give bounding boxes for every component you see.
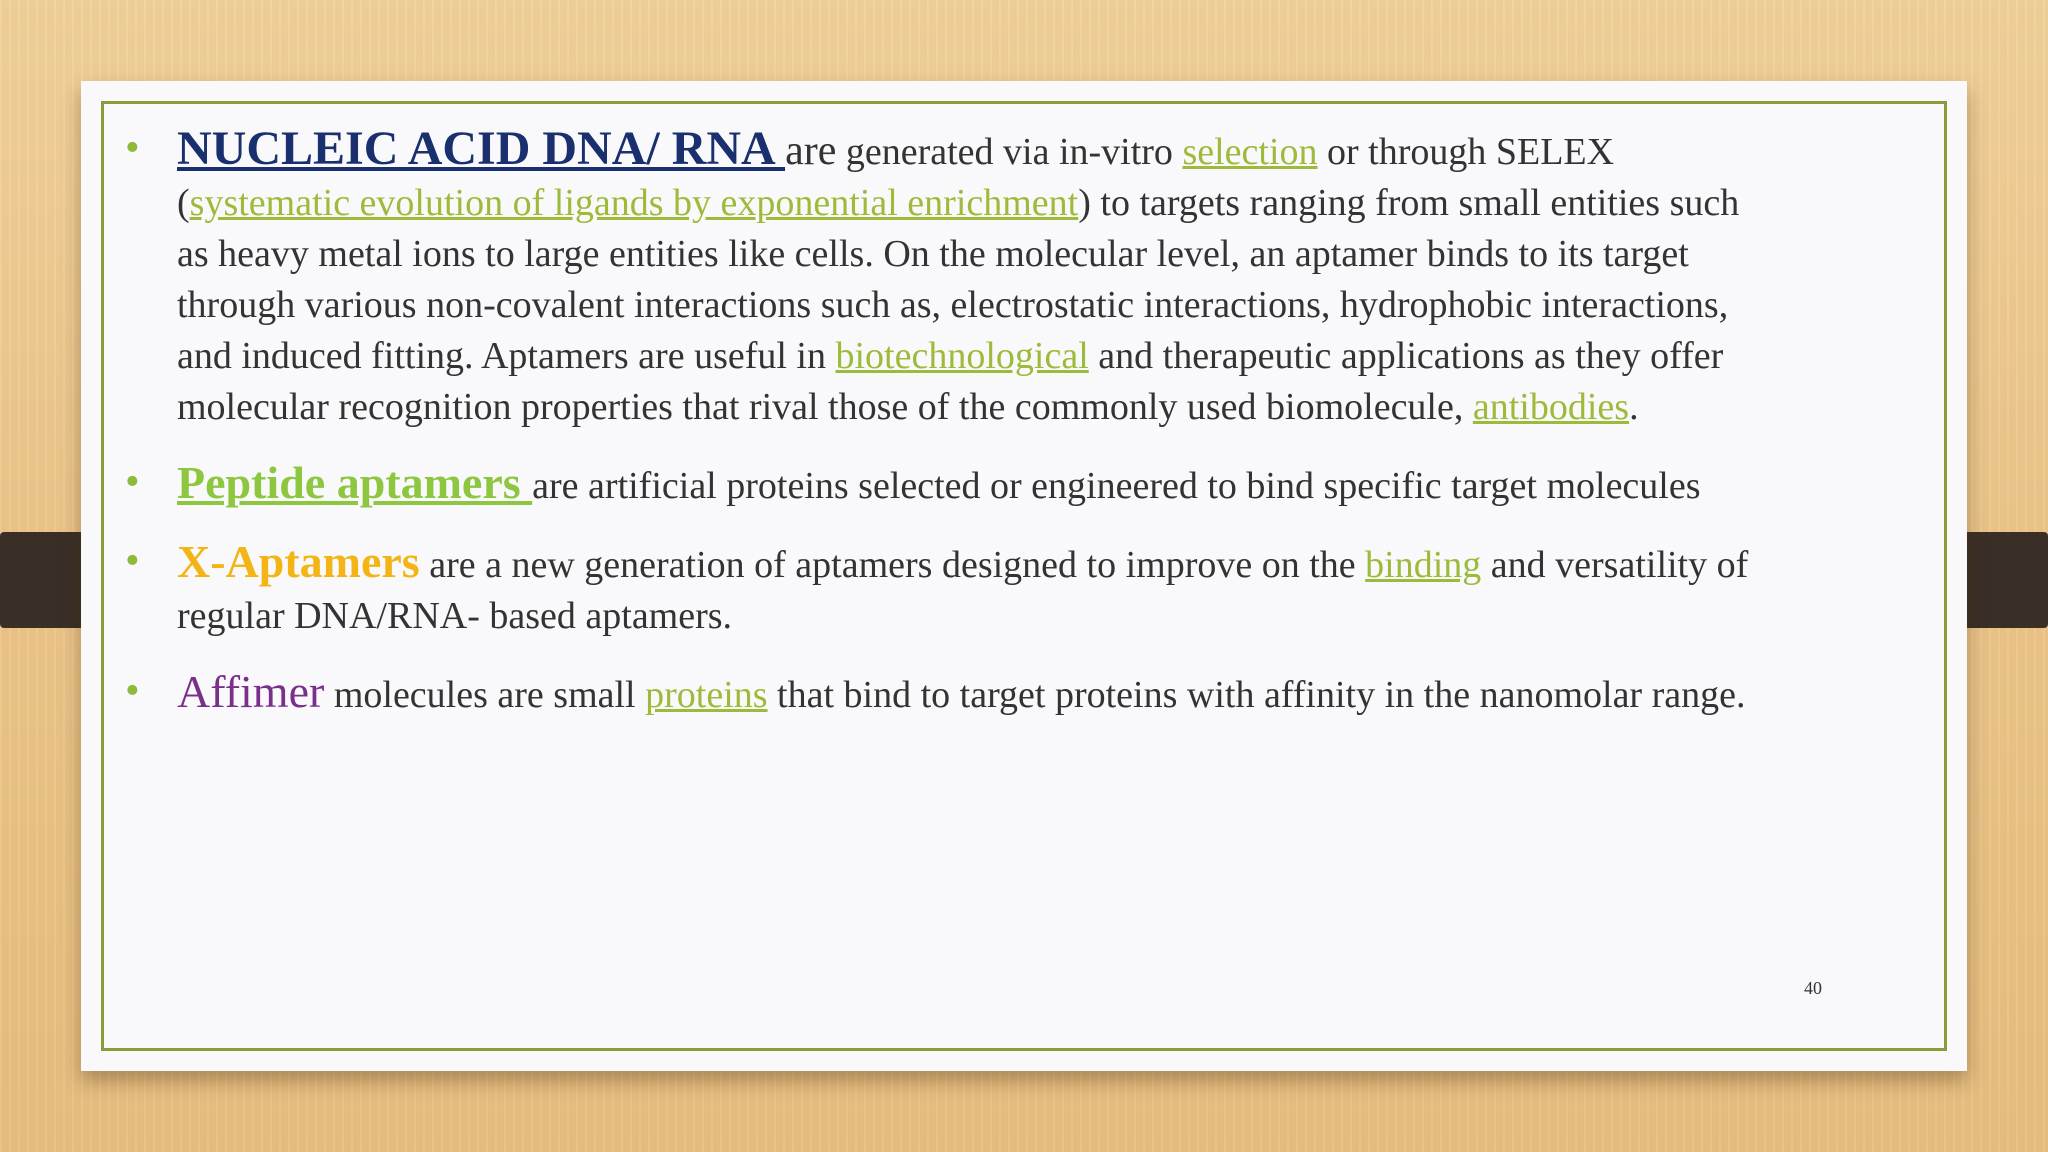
- link-proteins[interactable]: proteins: [645, 674, 768, 716]
- text-segment: are: [785, 128, 837, 174]
- term-peptide-aptamers: Peptide aptamers: [177, 457, 533, 508]
- text-segment: generated via in-vitro: [836, 131, 1183, 173]
- bullet-icon: •: [125, 668, 140, 714]
- link-binding[interactable]: binding: [1365, 544, 1482, 586]
- link-selex[interactable]: systematic evolution of ligands by exponential enrichment: [189, 182, 1079, 224]
- text-segment: .: [1629, 386, 1639, 428]
- text-segment: and versatility of regular DNA/RNA- based aptamers.: [177, 544, 1749, 637]
- link-selection[interactable]: selection: [1182, 131, 1318, 173]
- term-affimer: Affimer: [177, 666, 325, 717]
- bullet-item-nucleic-acid: [125, 122, 1777, 433]
- term-nucleic-acid: NUCLEIC ACID DNA/ RNA: [177, 122, 786, 175]
- term-x-aptamers: X-Aptamers: [177, 536, 420, 587]
- text-segment: are a new generation of aptamers designed to improve on the: [419, 544, 1366, 586]
- bullet-icon: •: [125, 459, 140, 505]
- bullet-item-peptide-aptamers: [125, 457, 1777, 512]
- bullet-icon: •: [125, 538, 140, 584]
- link-antibodies[interactable]: antibodies: [1472, 386, 1630, 428]
- slide-content: [125, 122, 1777, 745]
- link-biotechnological[interactable]: biotechnological: [835, 335, 1089, 377]
- page-number: 40: [1804, 978, 1822, 998]
- text-segment: and therapeutic applications as they offer molecular recognition properties that rival those of the commonly used biomolecule,: [177, 335, 1724, 428]
- text-segment: that bind to target proteins with affinity in the nanomolar range.: [767, 674, 1746, 716]
- text-segment: molecules are small: [324, 674, 646, 716]
- text-segment: ) to targets ranging from small entities such as heavy metal ions to large entities like cells. On the molecular level, an aptamer binds to its target through various non-covalent interactions such as, electrostatic interactions, hydrophobic interactions, and induced fitting. Aptamers are useful in: [177, 182, 1740, 377]
- slide: [81, 81, 1967, 1071]
- bullet-item-x-aptamers: [125, 536, 1777, 642]
- text-segment: are artificial proteins selected or engineered to bind specific target molecules: [532, 465, 1701, 507]
- bullet-icon: •: [125, 125, 140, 171]
- bullet-item-affimer: [125, 666, 1777, 721]
- text-segment: or through SELEX (: [177, 131, 1615, 224]
